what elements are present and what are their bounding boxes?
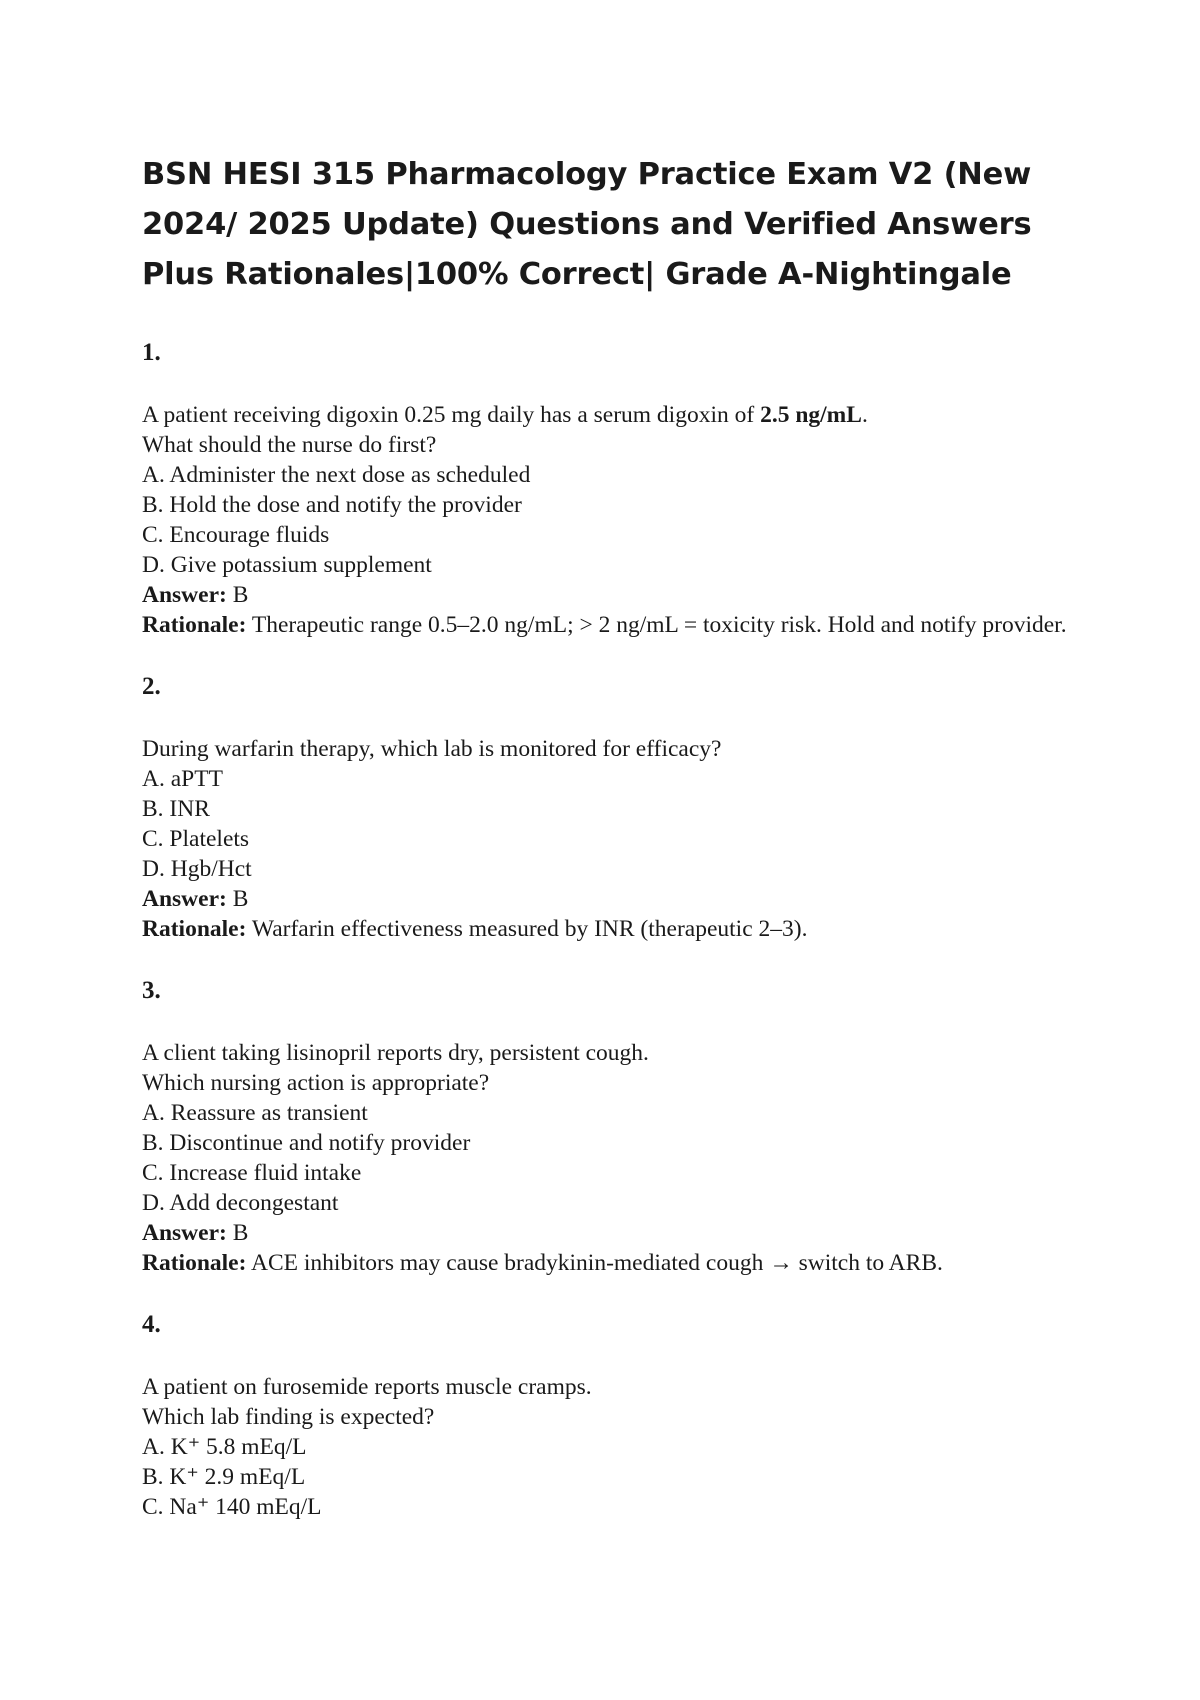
document-title: BSN HESI 315 Pharmacology Practice Exam V2 (New 2024/ 2025 Update) Questions and Verified Answers Plus Rationales|100% Correct| Grade A-Nightingale: [142, 157, 1032, 292]
stem-text-end: .: [861, 402, 868, 428]
answer-value: B: [232, 582, 249, 608]
question-stem: During warfarin therapy, which lab is monitored for efficacy?: [142, 736, 722, 762]
question-1: [142, 338, 1072, 640]
option-a: A. aPTT: [142, 766, 223, 792]
question-number: 4.: [142, 1311, 161, 1338]
answer-line: [142, 580, 1072, 610]
option-c: C. Platelets: [142, 826, 250, 852]
option-c: C. Increase fluid intake: [142, 1160, 362, 1186]
stem-highlight: 2.5 ng/mL: [760, 402, 862, 428]
option-d: D. Add decongestant: [142, 1190, 339, 1216]
answer-line: [142, 1218, 1072, 1248]
option-b: B. Discontinue and notify provider: [142, 1130, 471, 1156]
answer-label: Answer:: [142, 1220, 227, 1246]
question-stem-2: What should the nurse do first?: [142, 432, 437, 458]
question-number: 2.: [142, 673, 161, 700]
rationale-text: Therapeutic range 0.5–2.0 ng/mL; > 2 ng/mL = toxicity risk. Hold and notify provider.: [251, 612, 1067, 638]
question-stem: A client taking lisinopril reports dry, persistent cough.: [142, 1040, 649, 1066]
option-d: D. Hgb/Hct: [142, 856, 252, 882]
option-b: B. INR: [142, 796, 210, 822]
rationale-line: [142, 610, 1072, 640]
question-stem-2: Which nursing action is appropriate?: [142, 1070, 490, 1096]
option-b: B. K⁺ 2.9 mEq/L: [142, 1464, 306, 1490]
rationale-label: Rationale:: [142, 612, 247, 638]
answer-line: [142, 884, 1072, 914]
rationale-line: [142, 1248, 1072, 1278]
answer-label: Answer:: [142, 582, 227, 608]
question-4: [142, 1310, 1072, 1522]
option-c: C. Encourage fluids: [142, 522, 330, 548]
question-2: [142, 672, 1072, 944]
question-number: 3.: [142, 977, 161, 1004]
question-3: [142, 976, 1072, 1278]
rationale-line: [142, 914, 1072, 944]
answer-value: B: [232, 886, 249, 912]
option-a: A. K⁺ 5.8 mEq/L: [142, 1434, 307, 1460]
question-body: [142, 400, 1072, 640]
stem-text: A patient receiving digoxin 0.25 mg daily has a serum digoxin of: [142, 402, 761, 428]
option-b: B. Hold the dose and notify the provider: [142, 492, 522, 518]
question-body: [142, 1038, 1072, 1278]
answer-value: B: [232, 1220, 249, 1246]
question-stem-2: Which lab finding is expected?: [142, 1404, 435, 1430]
rationale-label: Rationale:: [142, 916, 247, 942]
rationale-label: Rationale:: [142, 1250, 247, 1276]
option-a: A. Administer the next dose as scheduled: [142, 462, 531, 488]
question-body: [142, 734, 1072, 944]
option-c: C. Na⁺ 140 mEq/L: [142, 1494, 322, 1520]
question-stem: [142, 400, 1072, 430]
answer-label: Answer:: [142, 886, 227, 912]
option-d: D. Give potassium supplement: [142, 552, 432, 578]
option-a: A. Reassure as transient: [142, 1100, 368, 1126]
rationale-text: Warfarin effectiveness measured by INR (therapeutic 2–3).: [251, 916, 808, 942]
question-number: 1.: [142, 339, 161, 366]
rationale-text: ACE inhibitors may cause bradykinin-mediated cough → switch to ARB.: [251, 1250, 943, 1276]
document-page: [142, 150, 1072, 1522]
question-stem: A patient on furosemide reports muscle cramps.: [142, 1374, 592, 1400]
question-body: [142, 1372, 1072, 1522]
